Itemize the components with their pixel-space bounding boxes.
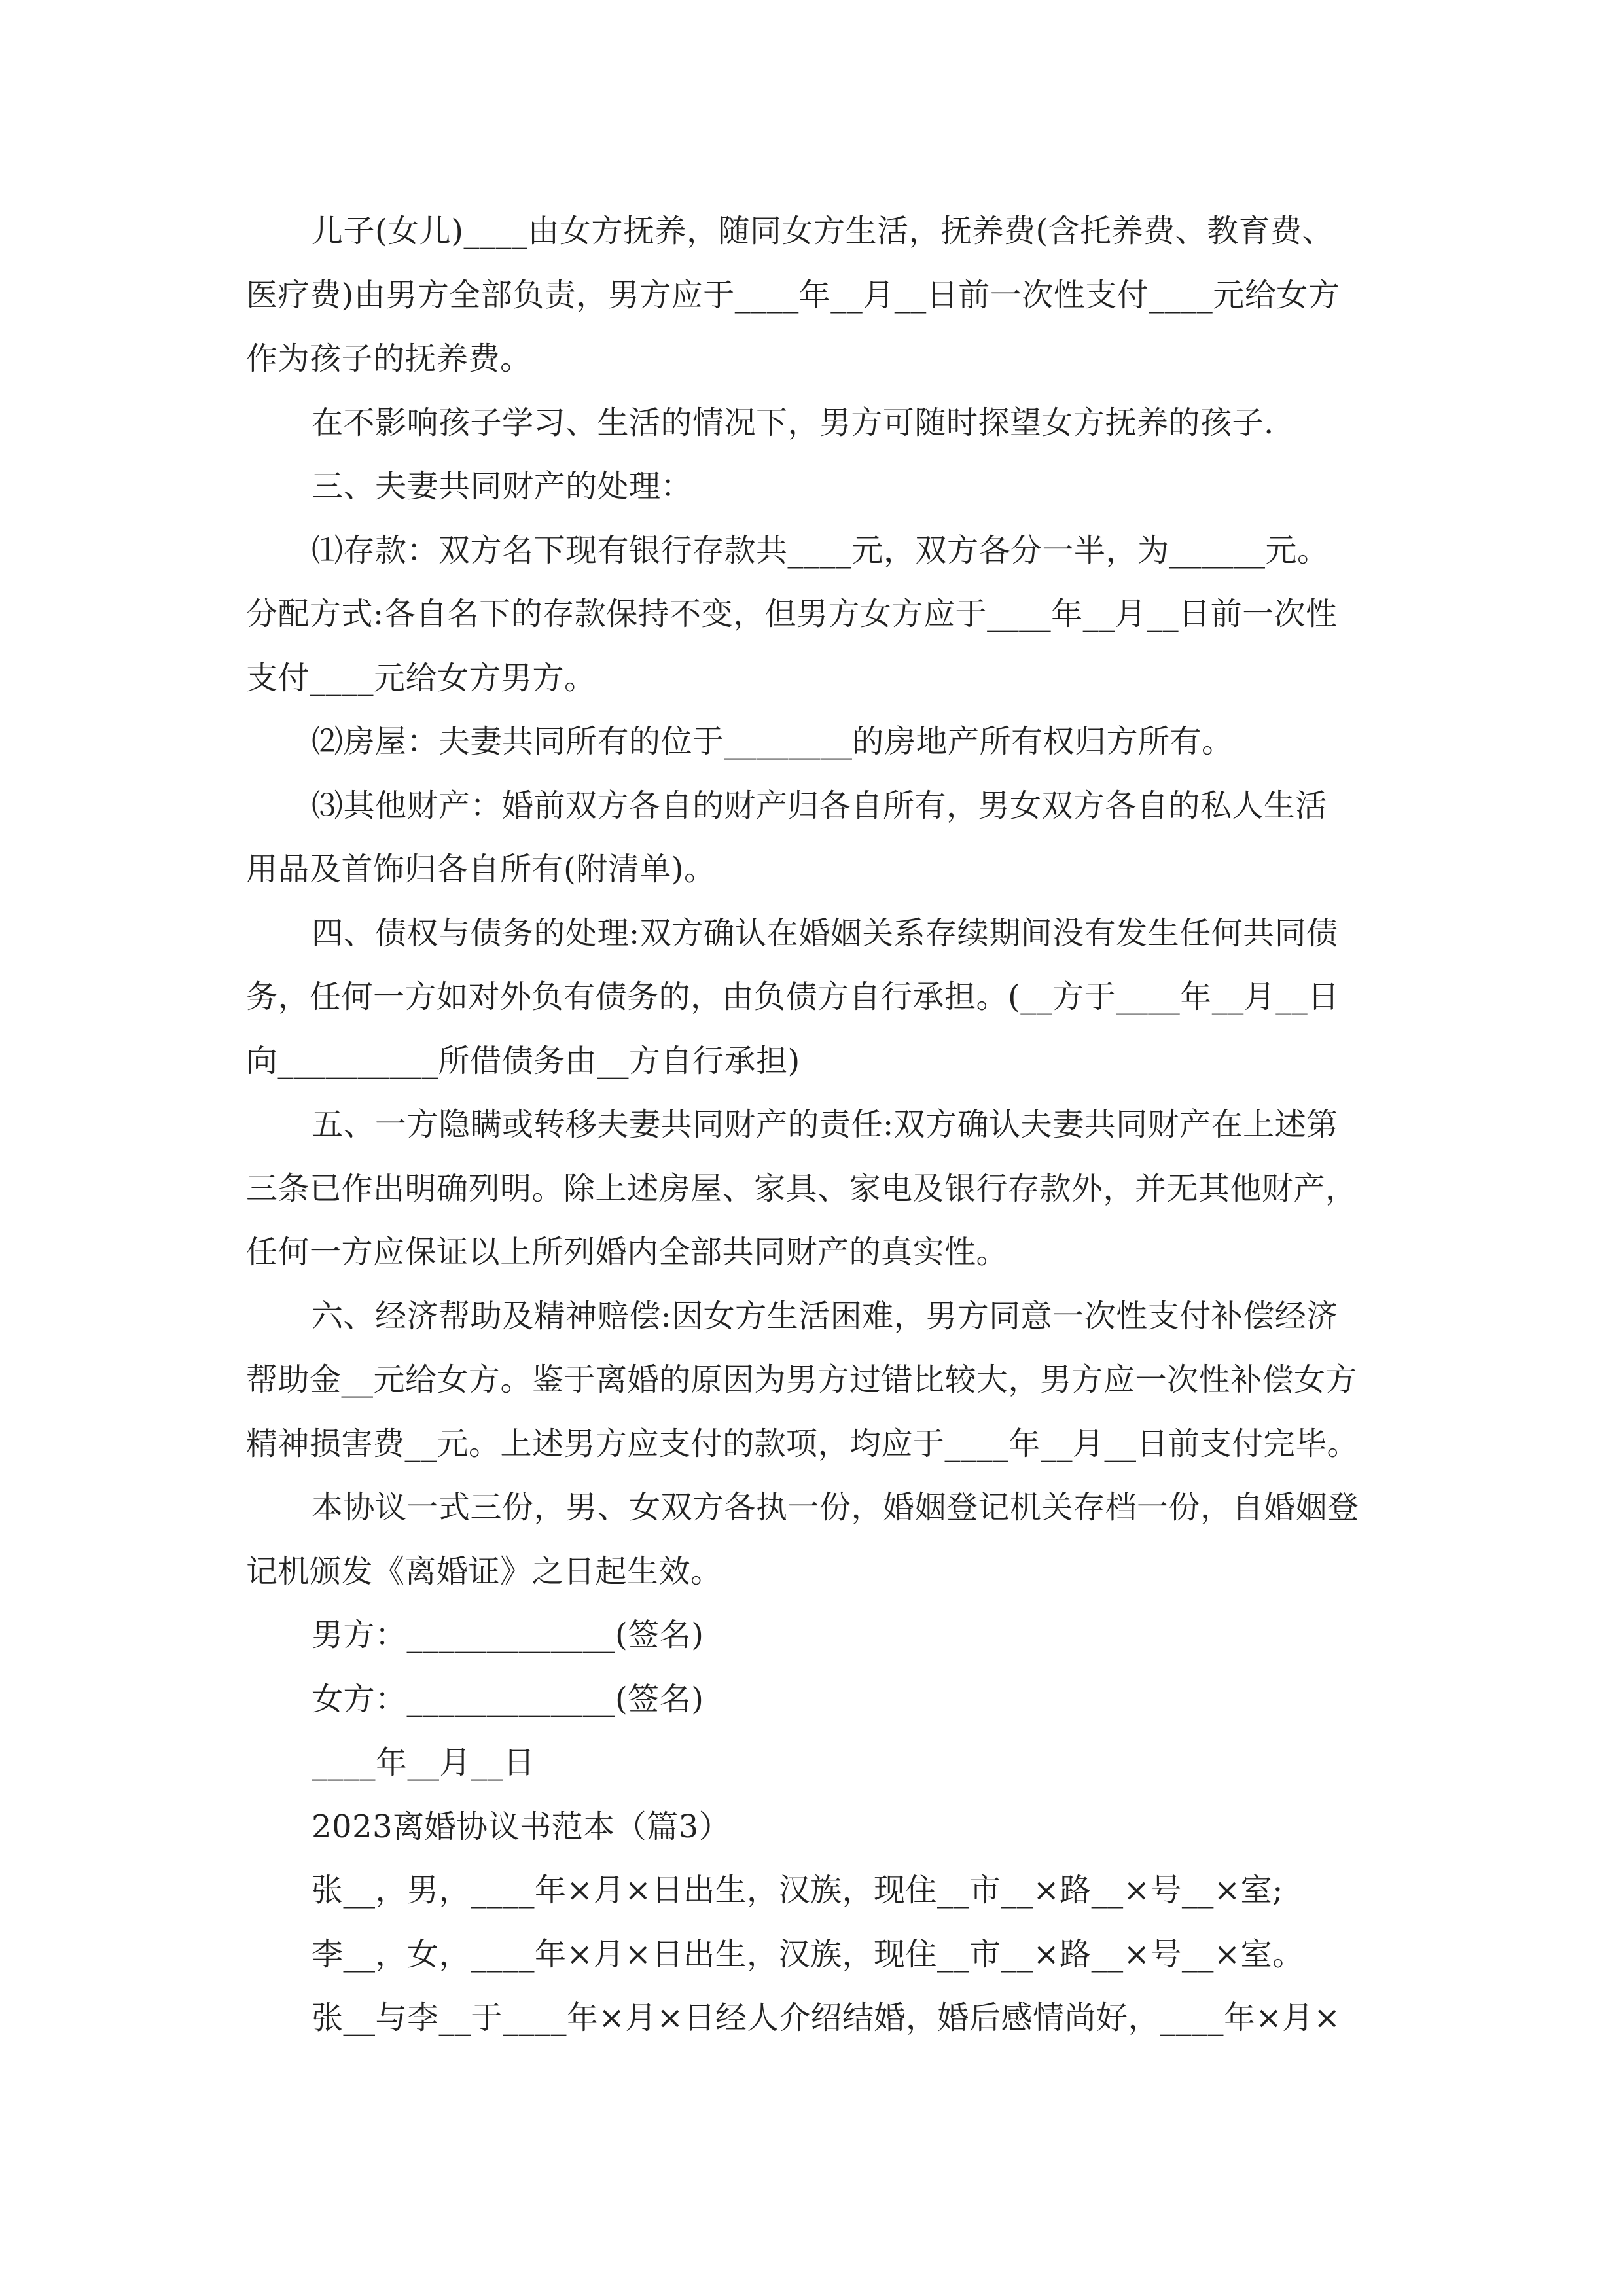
text-line: 五、一方隐瞒或转移夫妻共同财产的责任:双方确认夫妻共同财产在上述第 xyxy=(312,1106,1338,1143)
text-line: 记机颁发《离婚证》之日起生效。 xyxy=(246,1552,722,1590)
text-line: 本协议一式三份，男、女双方各执一份，婚姻登记机关存档一份，自婚姻登 xyxy=(312,1489,1359,1526)
text-line: 向__________所借债务由__方自行承担) xyxy=(246,1042,800,1079)
text-line: 张__与李__于____年×月×日经人介绍结婚，婚后感情尚好，____年×月× xyxy=(312,2000,1341,2036)
text-line: 儿子(女儿)____由女方抚养，随同女方生活，抚养费(含托养费、教育费、 xyxy=(312,213,1334,249)
text-line: 四、债权与债务的处理:双方确认在婚姻关系存续期间没有发生任何共同债 xyxy=(312,914,1338,952)
document-body xyxy=(246,200,1385,2051)
section-title: 2023离婚协议书范本（篇3） xyxy=(312,1808,731,1845)
text-line: 支付____元给女方男方。 xyxy=(246,659,596,696)
signature-line-female: 女方：_____________(签名) xyxy=(312,1680,704,1717)
text-line: ⑵房屋：夫妻共同所有的位于________的房地产所有权归方所有。 xyxy=(312,723,1234,760)
text-line: ⑴存款：双方名下现有银行存款共____元，双方各分一半，为______元。 xyxy=(312,531,1329,569)
party-line: 张__，男，____年×月×日出生，汉族，现住__市__×路__×号__×室; xyxy=(312,1872,1283,1909)
text-line: 六、经济帮助及精神赔偿:因女方生活困难，男方同意一次性支付补偿经济 xyxy=(312,1297,1338,1335)
section-heading: 三、夫妻共同财产的处理： xyxy=(312,468,693,505)
text-line: ⑶其他财产：婚前双方各自的财产归各自所有，男女双方各自的私人生活 xyxy=(312,787,1328,824)
text-line: 医疗费)由男方全部负责，男方应于____年__月__日前一次性支付____元给女方 xyxy=(246,276,1340,314)
signature-line-male: 男方：_____________(签名) xyxy=(312,1617,704,1653)
text-line: 帮助金__元给女方。鉴于离婚的原因为男方过错比较大，男方应一次性补偿女方 xyxy=(246,1361,1358,1398)
party-line: 李__，女，____年×月×日出生，汉族，现住__市__×路__×号__×室。 xyxy=(312,1935,1304,1973)
text-line: 三条已作出明确列明。除上述房屋、家具、家电及银行存款外，并无其他财产， xyxy=(246,1170,1357,1207)
text-line: 在不影响孩子学习、生活的情况下，男方可随时探望女方抚养的孩子. xyxy=(312,404,1274,441)
text-line: 作为孩子的抚养费。 xyxy=(246,340,532,377)
date-line: ____年__月__日 xyxy=(312,1744,535,1781)
text-line: 务，任何一方如对外负有债务的，由负债方自行承担。(__方于____年__月__日 xyxy=(246,978,1340,1015)
text-line: 用品及首饰归各自所有(附清单)。 xyxy=(246,851,716,888)
text-line: 分配方式:各自名下的存款保持不变，但男方女方应于____年__月__日前一次性 xyxy=(246,596,1338,632)
text-line: 任何一方应保证以上所列婚内全部共同财产的真实性。 xyxy=(246,1234,1008,1270)
text-line: 精神损害费__元。上述男方应支付的款项，均应于____年__月__日前支付完毕。 xyxy=(246,1425,1359,1462)
